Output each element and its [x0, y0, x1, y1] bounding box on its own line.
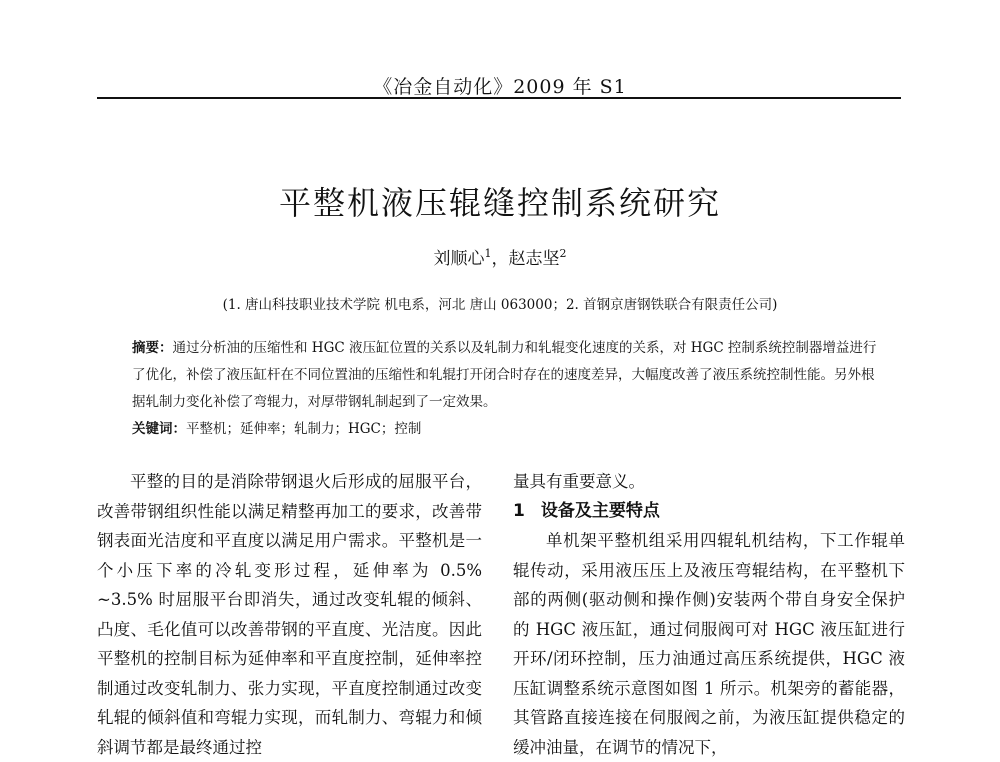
section-title: 设备及主要特点 — [540, 500, 660, 521]
author-2-affil-mark: 2 — [559, 247, 567, 260]
body-paragraph-intro: 平整的目的是消除带钢退火后形成的屈服平台，改善带钢组织性能以满足精整再加工的要求，改善带钢表面光洁度和平直度以满足用户需求。平整机是一个小压下率的冷轧变形过程，延伸率为 0.5% ~3.5% 时屈服平台即消失，通过改变轧辊的倾斜、凸度、毛化值可以改善带钢的平直度、光洁度。因此平整机的控制目标为延伸率和平直度控制，延伸率控制通过改变轧制力、张力实现，平直度控制通过改变轧辊的倾斜值和弯辊力实现，而轧制力、弯辊力和倾斜调节都是最终通过控 — [97, 472, 482, 757]
abstract — [132, 335, 882, 416]
author-separator: ， — [491, 249, 509, 269]
abstract-block — [132, 335, 882, 443]
abstract-label: 摘要： — [132, 340, 173, 356]
journal-header: 《冶金自动化》2009 年 S1 — [373, 76, 627, 98]
body-column-left — [97, 467, 482, 762]
header-rule — [97, 97, 901, 99]
body-paragraph-equipment: 单机架平整机组采用四辊轧机结构，下工作辊单辊传动，采用液压压上及液压弯辊结构，在平整机下部的两侧(驱动侧和操作侧)安装两个带自身安全保护的 HGC 液压缸，通过伺服阀可对 HGC 液压缸进行开环/闭环控制，压力油通过高压系统提供，HGC 液压缸调整系统示意图如图 1 所示。机架旁的蓄能器，其管路直接连接在伺服阀之前，为液压缸提供稳定的缓冲油量，在调节的情况下， — [513, 531, 905, 757]
section-heading — [513, 497, 905, 527]
paper-title: 平整机液压辊缝控制系统研究 — [278, 184, 721, 222]
author-1-name: 刘顺心 — [433, 249, 485, 269]
author-2-name: 赵志坚 — [508, 249, 560, 269]
body-paragraph-continuation: 量具有重要意义。 — [513, 472, 645, 491]
keywords — [132, 416, 882, 443]
body-column-right — [513, 467, 905, 762]
keywords-label: 关键词： — [132, 421, 186, 437]
abstract-text: 通过分析油的压缩性和 HGC 液压缸位置的关系以及轧制力和轧辊变化速度的关系，对 HGC 控制系统控制器增益进行了优化，补偿了液压缸杆在不同位置油的压缩性和轧辊打开闭合时存在的速度差异，大幅度改善了液压系统控制性能。另外根据轧制力变化补偿了弯辊力，对厚带钢轧制起到了一定效果。 — [132, 340, 877, 410]
author-1-affil-mark: 1 — [484, 247, 492, 260]
affiliation: (1. 唐山科技职业技术学院 机电系，河北 唐山 063000；2. 首钢京唐钢铁联合有限责任公司) — [222, 297, 778, 313]
authors — [0, 244, 1000, 269]
keywords-text: 平整机；延伸率；轧制力；HGC；控制 — [186, 421, 422, 437]
section-number: 1 — [513, 500, 525, 521]
